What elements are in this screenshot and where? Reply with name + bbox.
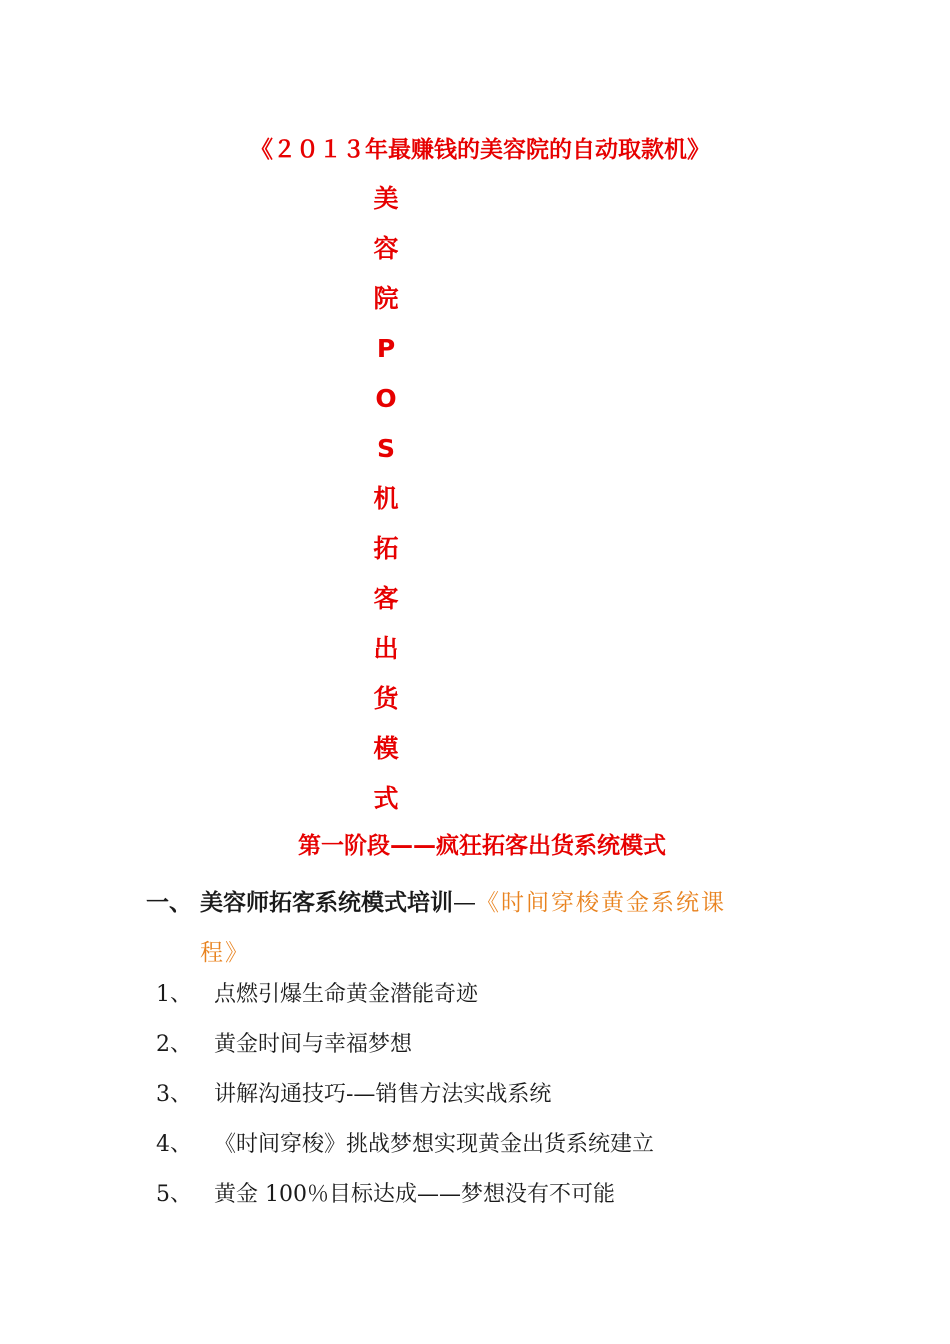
vertical-title-char: 货 <box>373 684 399 713</box>
vertical-title-char: 机 <box>373 484 399 513</box>
list-item-index: 1、 <box>156 982 192 1007</box>
list-item-text: 点燃引爆生命黄金潜能奇迹 <box>214 982 479 1007</box>
vertical-title-char: 式 <box>373 784 399 813</box>
vertical-title-char: 美 <box>373 184 399 213</box>
course-title: 《时间穿梭黄金系统课 <box>476 890 726 916</box>
list-item-text: 黄金 100％目标达成——梦想没有不可能 <box>214 1182 615 1207</box>
vertical-title-char: S <box>376 434 395 463</box>
list-item-index: 5、 <box>156 1182 192 1207</box>
list-item-index: 4、 <box>156 1132 192 1157</box>
list-item-index: 2、 <box>156 1032 192 1057</box>
list-item <box>156 972 654 1022</box>
course-title-continued: 程》 <box>200 940 250 966</box>
vertical-title-char: 容 <box>373 234 399 263</box>
list-item-index: 3、 <box>156 1082 192 1107</box>
vertical-title-char: 拓 <box>373 534 399 563</box>
item-list <box>156 972 654 1222</box>
list-item-text: 讲解沟通技巧-—销售方法实战系统 <box>214 1082 552 1107</box>
section-heading <box>146 878 826 978</box>
list-item <box>156 1172 654 1222</box>
list-item-text: 黄金时间与幸福梦想 <box>214 1032 413 1057</box>
section-dash: — <box>453 890 476 916</box>
vertical-title-char: 院 <box>373 284 399 313</box>
stage-heading: 第一阶段——疯狂拓客出货系统模式 <box>298 833 666 859</box>
vertical-title-char: 出 <box>373 634 399 663</box>
document-title: 《２０１３年最赚钱的美容院的自动取款机》 <box>250 137 710 163</box>
vertical-title-char: 模 <box>373 734 399 763</box>
vertical-title-char: P <box>376 334 396 363</box>
list-item-text: 《时间穿梭》挑战梦想实现黄金出货系统建立 <box>214 1132 655 1157</box>
vertical-title <box>366 182 406 832</box>
list-item <box>156 1072 654 1122</box>
list-item <box>156 1122 654 1172</box>
vertical-title-char: 客 <box>373 584 399 613</box>
vertical-title-char: O <box>375 384 397 413</box>
section-title: 美容师拓客系统模式培训 <box>200 890 453 916</box>
list-item <box>156 1022 654 1072</box>
section-number: 一、 <box>146 890 192 916</box>
